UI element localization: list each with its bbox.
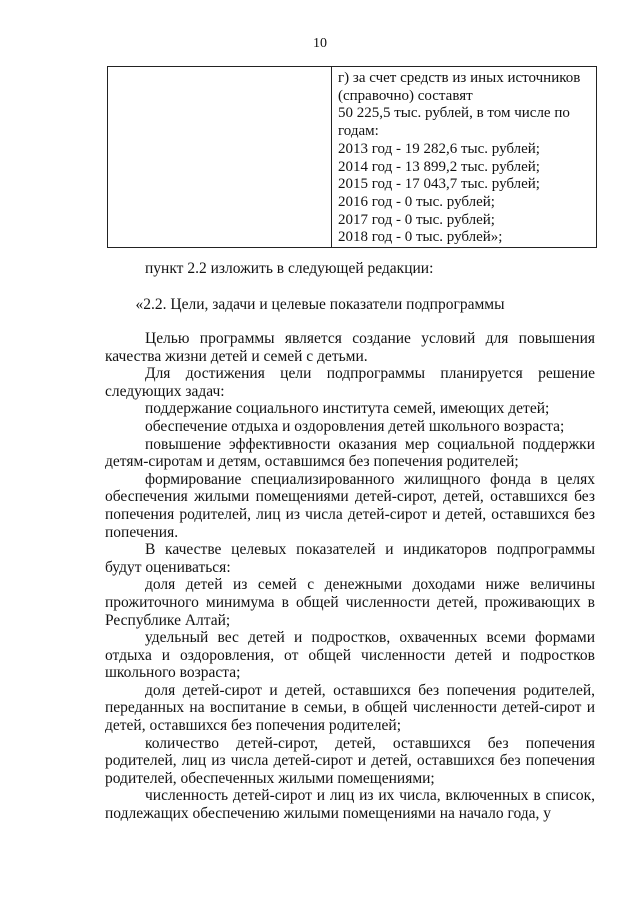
section-heading: «2.2. Цели, задачи и целевые показатели подпрограммы: [135, 296, 505, 313]
funding-line: 50 225,5 тыс. рублей, в том числе по: [338, 105, 570, 122]
page-number: 10: [313, 36, 327, 51]
paragraph: доля детей-сирот и детей, оставшихся без попечения родителей, переданных на воспитание в семьи, в общей численности детей-сирот и детей, оставшихся без попечения родителей;: [105, 681, 595, 735]
paragraph: доля детей из семей с денежными доходами ниже величины прожиточного минимума в общей численности детей, проживающих в Республике Алтай;: [105, 576, 595, 629]
amendment-instruction: пункт 2.2 изложить в следующей редакции:: [145, 260, 434, 277]
paragraph: повышение эффективности оказания мер социальной поддержки детям-сиротам и детям, оставшимся без попечения родителей;: [105, 435, 595, 471]
paragraph: удельный вес детей и подростков, охваченных всеми формами отдыха и оздоровления, от общей численности детей и подростков школьного возраста;: [105, 629, 595, 682]
paragraph: количество детей-сирот, детей, оставшихся без попечения родителей, лиц из числа детей-сирот и детей, оставшихся без попечения родителей, обеспеченных жилыми помещениями;: [105, 734, 595, 787]
paragraph: В качестве целевых показателей и индикаторов подпрограммы будут оцениваться:: [105, 541, 595, 576]
funding-line: г) за счет средств из иных источников: [338, 70, 581, 86]
funding-line: годам:: [338, 123, 379, 140]
funding-line: 2017 год - 0 тыс. рублей;: [338, 211, 495, 228]
funding-line: 2018 год - 0 тыс. рублей»;: [338, 229, 503, 246]
paragraph: обеспечение отдыха и оздоровления детей школьного возраста;: [145, 417, 565, 435]
funding-line: (справочно) составят: [338, 87, 473, 104]
table-row: [108, 67, 597, 248]
paragraph: численность детей-сирот и лиц из их числа, включенных в список, подлежащих обеспечению жилыми помещениями на начало года, у: [105, 787, 595, 823]
funding-cell: [332, 67, 597, 248]
funding-lines: [332, 67, 596, 247]
funding-line: 2013 год - 19 282,6 тыс. рублей;: [338, 140, 540, 157]
paragraph: формирование специализированного жилищного фонда в целях обеспечения жилыми помещениями детей-сирот, детей, оставшихся без попечения родителей, лиц из числа детей-сирот и детей, оставшихся без попечения.: [105, 470, 595, 541]
funding-line: 2014 год - 13 899,2 тыс. рублей;: [338, 158, 540, 175]
funding-line: 2015 год - 17 043,7 тыс. рублей;: [338, 176, 540, 193]
funding-table: [107, 66, 597, 248]
funding-line: 2016 год - 0 тыс. рублей;: [338, 193, 495, 210]
paragraph: Для достижения цели подпрограммы планируется решение следующих задач:: [105, 365, 595, 400]
body-text: [105, 330, 595, 823]
paragraph: поддержание социального института семей, имеющих детей;: [145, 400, 550, 418]
table-empty-cell: [108, 67, 332, 248]
paragraph: Целью программы является создание условий для повышения качества жизни детей и семей с детьми.: [105, 330, 595, 365]
